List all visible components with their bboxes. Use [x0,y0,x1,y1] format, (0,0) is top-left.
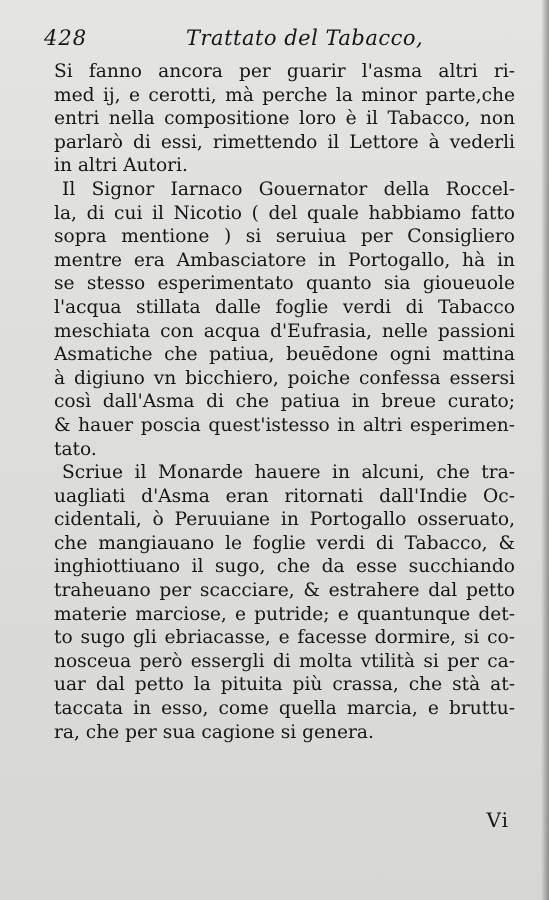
paragraph-start-line: Scriue il Monarde hauere in alcuni, che tra- [62,462,515,484]
text-line: à digiuno vn bicchiero, poiche confessa essersi [54,367,515,389]
text-line: Si fanno ancora per guarir l'asma altri ri- [54,61,515,82]
catchword: Vi [486,808,509,832]
text-line: uagliati d'Asma eran ritornati dall'Indie Oc- [54,485,515,507]
text-line: traheuano per scacciare, & estrahere dal petto [54,580,515,602]
text-line: parlarò di essi, rimettendo il Lettore à vederli [54,131,515,153]
text-line: entri nella compositione loro è il Tabacco, non [54,108,515,130]
text-line: materie marciose, e putride; e quantunque det- [54,603,515,625]
text-line: così dall'Asma di che patiua in breue curato; [54,391,515,413]
text-line: taccata in esso, come quella marcia, e bruttu- [54,698,515,720]
text-line: l'acqua stillata dalle foglie verdi di Tabacco [54,296,515,318]
paragraph-start-line: Il Signor Iarnaco Gouernator della Roccel- [62,178,515,200]
text-line: la, di cui il Nicotio ( del quale habbiamo fatto [54,202,515,224]
text-line: uar dal petto la pituita più crassa, che stà at- [54,674,515,696]
body-text [54,60,515,744]
text-line: med ij, e cerotti, mà perche la minor parte,che [54,84,515,106]
text-line: to sugo gli ebriacasse, e facesse dormire, si co- [54,627,515,649]
text-line: Asmatiche che patiua, beuēdone ogni mattina [54,344,515,366]
page-number: 428 [44,26,88,50]
text-line: inghiottiuano il sugo, che da esse succhiando [54,556,515,578]
text-line: ra, che per sua cagione si genera. [54,721,374,743]
text-line: meschiata con acqua d'Eufrasia, nelle passioni [54,320,515,342]
text-line: mentre era Ambasciatore in Portogallo, hà in [54,249,515,271]
text-line: che mangiauano le foglie verdi di Tabacco, & [54,532,515,554]
text-line: tato. [54,438,97,460]
text-line: nosceua però essergli di molta vtilità si per ca- [54,650,515,672]
text-line: & hauer poscia quest'istesso in altri esperimen- [54,414,515,436]
text-line: in altri Autori. [54,155,188,177]
text-line: sopra mentione ) si seruiua per Consigliero [54,226,515,248]
text-line: se stesso esperimentato quanto sia gioueuole [54,273,515,295]
page-header [44,20,509,54]
running-title: Trattato del Tabacco, [186,26,424,50]
text-line: cidentali, ò Peruuiane in Portogallo osseruato, [54,509,515,531]
